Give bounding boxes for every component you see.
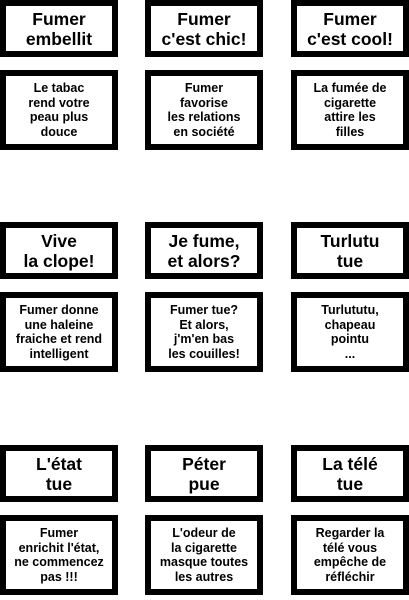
card-title-text: La télé tue [322, 453, 378, 494]
card-message-text: Fumer favorise les relations en société [167, 81, 241, 139]
card-message-tele [291, 515, 409, 595]
card-message-etat [0, 515, 118, 595]
card-title-text: L'état tue [36, 453, 82, 494]
card-message-turlututu [291, 292, 409, 372]
card-title-turlutu [291, 222, 409, 279]
card-title-je-fume [145, 222, 263, 279]
card-title-peter-pue [145, 445, 263, 502]
card-title-etat-tue [0, 445, 118, 502]
card-title-text: Turlutu tue [320, 230, 380, 271]
card-message-filles [291, 70, 409, 150]
card-message-haleine [0, 292, 118, 372]
card-message-text: Le tabac rend votre peau plus douce [28, 81, 90, 139]
card-title-fumer-embellit [0, 0, 118, 57]
card-message-fumer-tue [145, 292, 263, 372]
card-title-fumer-cool [291, 0, 409, 57]
card-message-text: Regarder la télé vous empêche de réfléchir [313, 526, 387, 584]
card-title-text: Péter pue [182, 453, 226, 494]
card-message-text: Fumer donne une haleine fraiche et rend intelligent [15, 303, 103, 361]
card-title-vive-clope [0, 222, 118, 279]
card-title-text: Vive la clope! [23, 230, 95, 271]
card-message-text: Turlututu, chapeau pointu ... [321, 303, 379, 361]
card-title-fumer-chic [145, 0, 263, 57]
card-message-text: La fumée de cigarette attire les filles [313, 81, 387, 139]
card-message-text: L'odeur de la cigarette masque toutes les autres [159, 526, 249, 584]
card-title-tele-tue [291, 445, 409, 502]
card-title-text: Je fume, et alors? [167, 230, 241, 271]
card-message-text: Fumer enrichit l'état, ne commencez pas !!! [14, 526, 104, 584]
card-title-text: Fumer embellit [25, 8, 93, 49]
card-message-tabac-peau [0, 70, 118, 150]
card-message-odeur [145, 515, 263, 595]
card-title-text: Fumer c'est chic! [161, 8, 247, 49]
card-message-relations [145, 70, 263, 150]
card-title-text: Fumer c'est cool! [307, 8, 393, 49]
card-message-text: Fumer tue? Et alors, j'm'en bas les couilles! [168, 303, 240, 361]
